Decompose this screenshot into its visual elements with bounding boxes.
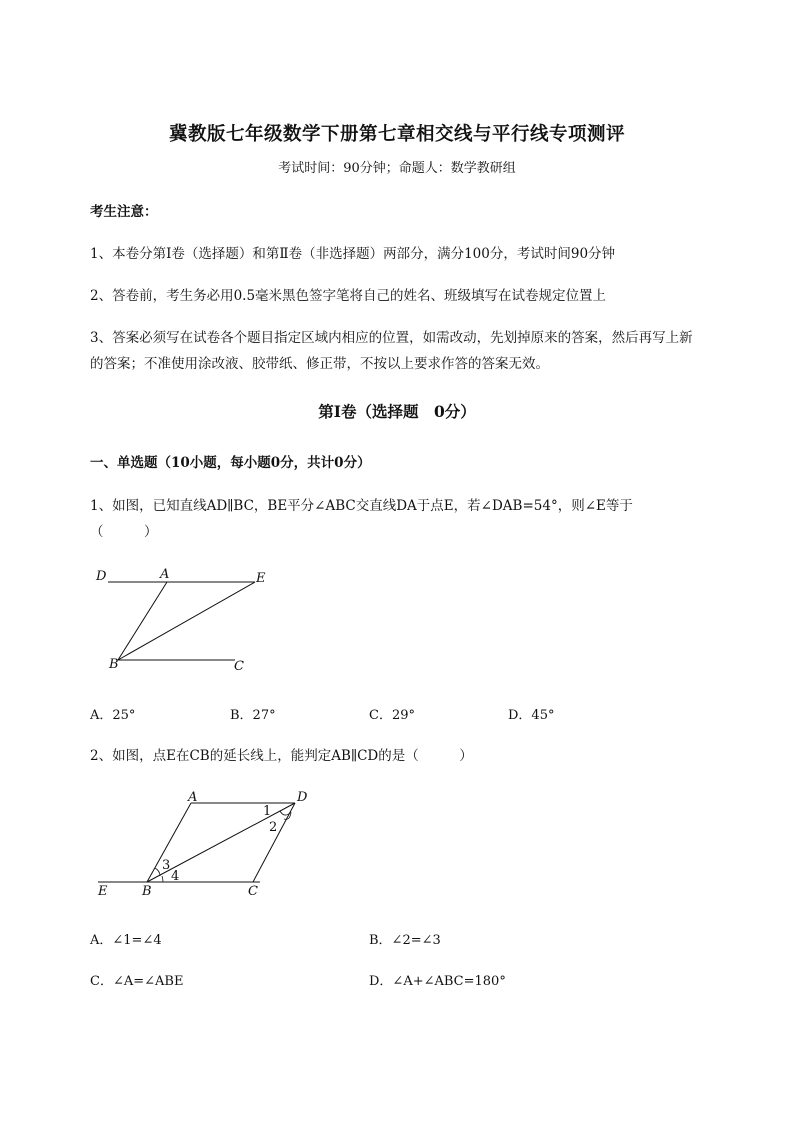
part-title: 一、单选题（10小题，每小题0分，共计0分） bbox=[90, 455, 371, 471]
angle-label-1: 1 bbox=[263, 804, 272, 819]
q1-option-d[interactable]: D．45° bbox=[508, 708, 555, 723]
angle-arc-3 bbox=[155, 868, 160, 876]
line-ab bbox=[118, 582, 167, 660]
notice-item-3-cont: 的答案；不准使用涂改液、胶带纸、修正带，不按以上要求作答的答案无效。 bbox=[90, 356, 549, 372]
label-c: C bbox=[248, 884, 258, 899]
label-b: B bbox=[142, 884, 152, 899]
notice-heading: 考生注意： bbox=[90, 204, 158, 220]
question-1-stem: 1、如图，已知直线AD∥BC，BE平分∠ABC交直线DA于点E，若∠DAB=54°，则∠E等于 bbox=[90, 498, 633, 514]
angle-arc-4 bbox=[162, 876, 163, 882]
question-1-blank: （ ） bbox=[90, 524, 158, 540]
question-1-figure bbox=[90, 560, 290, 680]
section-title: 第I卷（选择题 0分） bbox=[318, 402, 476, 421]
notice-item-1: 1、本卷分第I卷（选择题）和第Ⅱ卷（非选择题）两部分，满分100分，考试时间90分钟 bbox=[90, 246, 616, 262]
angle-label-4: 4 bbox=[171, 869, 180, 884]
line-be bbox=[118, 582, 255, 660]
q2-option-c[interactable]: C．∠A=∠ABE bbox=[90, 974, 184, 989]
q2-option-b[interactable]: B．∠2=∠3 bbox=[369, 933, 441, 948]
q2-option-d[interactable]: D．∠A+∠ABC=180° bbox=[369, 974, 506, 989]
notice-item-2: 2、答卷前，考生务必用0.5毫米黑色签字笔将自己的姓名、班级填写在试卷规定位置上 bbox=[90, 288, 607, 304]
label-a: A bbox=[188, 790, 198, 805]
line-dc bbox=[253, 803, 295, 882]
label-e: E bbox=[256, 571, 266, 586]
label-e: E bbox=[98, 884, 108, 899]
q1-option-b[interactable]: B．27° bbox=[230, 708, 276, 723]
page-title: 冀教版七年级数学下册第七章相交线与平行线专项测评 bbox=[168, 124, 625, 145]
label-d: D bbox=[96, 569, 107, 584]
label-d: D bbox=[297, 790, 308, 805]
q1-option-c[interactable]: C．29° bbox=[369, 708, 415, 723]
angle-arc-1 bbox=[280, 811, 290, 815]
q2-option-a[interactable]: A．∠1=∠4 bbox=[90, 933, 162, 948]
question-2-figure bbox=[90, 785, 320, 905]
exam-info: 考试时间：90分钟；命题人：数学教研组 bbox=[278, 161, 516, 176]
label-b: B bbox=[109, 657, 119, 672]
label-c: C bbox=[234, 659, 244, 674]
angle-label-3: 3 bbox=[162, 858, 171, 873]
angle-label-2: 2 bbox=[269, 820, 278, 835]
notice-item-3: 3、答案必须写在试卷各个题目指定区域内相应的位置，如需改动，先划掉原来的答案，然后再写上新 bbox=[90, 330, 693, 346]
q1-option-a[interactable]: A．25° bbox=[90, 708, 136, 723]
label-a: A bbox=[160, 567, 170, 582]
question-2-stem: 2、如图，点E在CB的延长线上，能判定AB∥CD的是（ ） bbox=[90, 748, 473, 764]
